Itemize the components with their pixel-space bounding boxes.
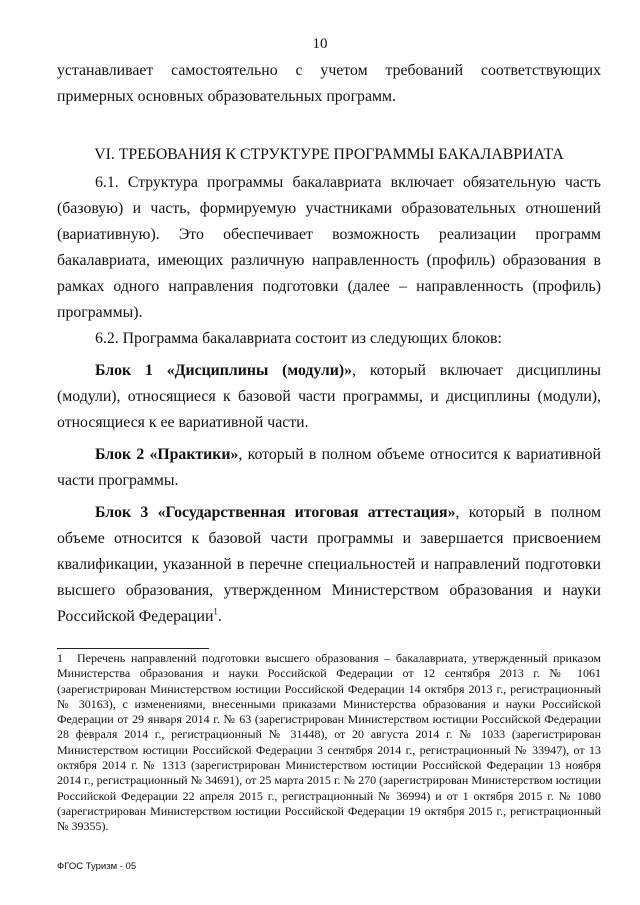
block-2-paragraph xyxy=(57,442,601,494)
block-3-paragraph xyxy=(57,500,601,630)
paragraph-6-2: 6.2. Программа бакалавриата состоит из следующих блоков: xyxy=(95,330,502,347)
section-heading: VI. ТРЕБОВАНИЯ К СТРУКТУРЕ ПРОГРАММЫ БАКАЛАВРИАТА xyxy=(94,146,564,163)
block-1-text: , который включает дисциплины (модули), относящиеся к базовой части программы, и дисциплины (модули), относящиеся к ее вариативной части. xyxy=(57,362,601,431)
block-3-title: Блок 3 «Государственная итоговая аттестация» xyxy=(95,504,456,521)
paragraph-intro: устанавливает самостоятельно с учетом требований соответствующих примерных основных образовательных программ. xyxy=(57,62,601,105)
block-1-title: Блок 1 «Дисциплины (модули)» xyxy=(95,362,353,379)
footer-code: ФГОС Туризм - 05 xyxy=(57,861,137,872)
block-2-title: Блок 2 «Практики» xyxy=(95,446,239,463)
block-3-text: , который в полном объеме относится к базовой части программы и завершается присвоением квалификации, указанной в перечне специальностей и направлений подготовки высшего образования, утвержденном Министерством образования и науки Российской Федерации xyxy=(57,504,601,625)
footnote-text: Перечень направлений подготовки высшего образования – бакалавриата, утвержденный приказом Министерства образования и науки Российской Федерации от 12 сентября 2013 г. № 1061 (зарегистрирован Министерством юстиции Российской Федерации 14 октября 2013 г., регистрационный № 30163), с изменениями, внесенными приказами Министерства образования и науки Российской Федерации от 29 января 2014 г. № 63 (зарегистрирован Министерством юстиции Российской Федерации 28 февраля 2014 г., регистрационный № 31448), от 20 августа 2014 г. № 1033 (зарегистрирован Министерством юстиции Российской Федерации 3 сентября 2014 г., регистрационный № 33947), от 13 октября 2014 г. № 1313 (зарегистрирован Министерством юстиции Российской Федерации 13 ноября 2014 г., регистрационный № 34691), от 25 марта 2015 г. № 270 (зарегистрирован Министерством юстиции Российской Федерации 22 апреля 2015 г., регистрационный № 36994) и от 1 октября 2015 г. № 1080 (зарегистрирован Министерством юстиции Российской Федерации 19 октября 2015 г., регистрационный № 39355). xyxy=(57,651,601,834)
footnote xyxy=(57,651,601,835)
document-body xyxy=(57,58,601,630)
footnote-mark: 1 xyxy=(57,651,63,665)
footnote-separator xyxy=(57,648,209,649)
paragraph-6-1: 6.1. Структура программы бакалавриата включает обязательную часть (базовую) и часть, формируемую участниками образовательных отношений (вариативную). Это обеспечивает возможность реализации программ бакалавриата, имеющих различную направленность (профиль) образования в рамках одного направления подготовки (далее – направленность (профиль) программы). xyxy=(57,174,601,321)
block-1-paragraph xyxy=(57,358,601,436)
block-3-end: . xyxy=(217,608,222,625)
block-2-text: , который в полном объеме относится к вариативной части программы. xyxy=(57,446,601,489)
page-number: 10 xyxy=(312,36,328,52)
footnote-reference[interactable]: 1 xyxy=(213,606,218,617)
